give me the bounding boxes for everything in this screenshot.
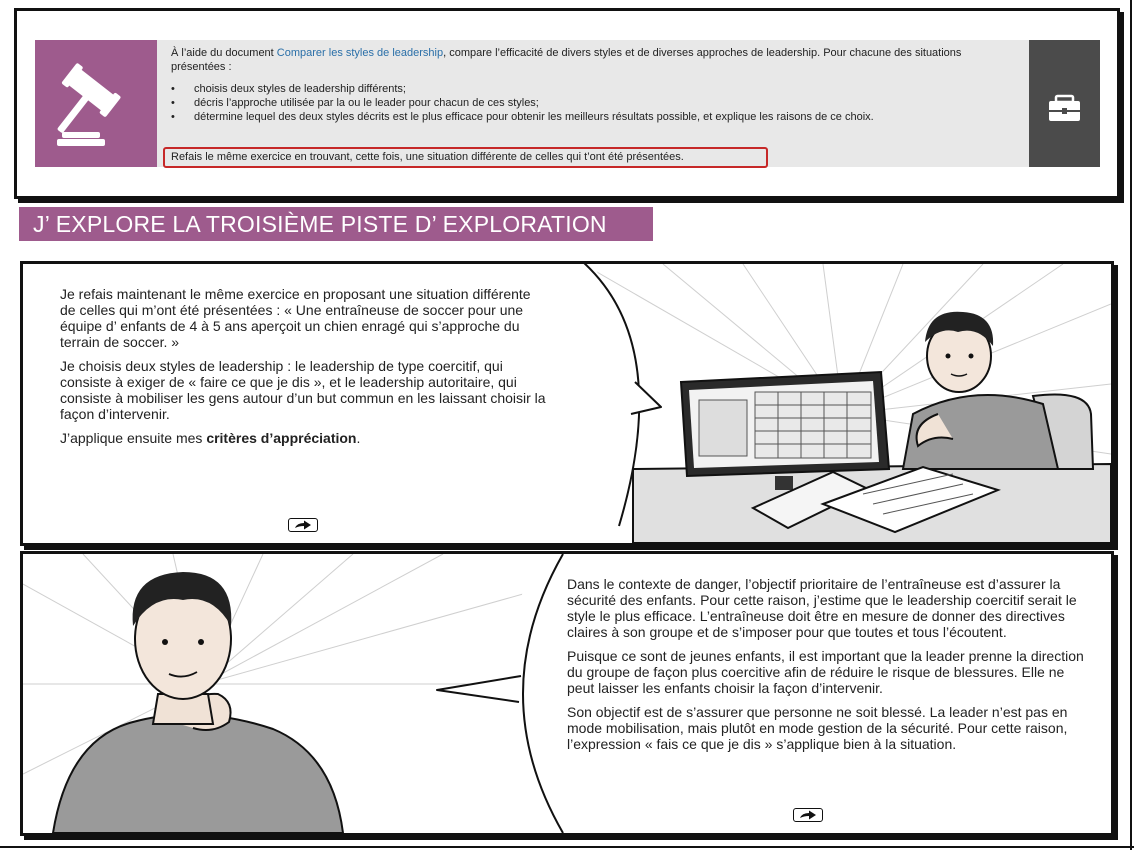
bubble-paragraph: Dans le contexte de danger, l’objectif prioritaire de l’entraîneuse est d’assurer la sécurité des enfants. Pour cette raison, j’estime que le leadership coercitif serait le style le plus efficace. L’entraîneuse doit être en mesure de donner des directives claires à son groupe et de s’imposer pour que toutes et tous l’écoutent. [567, 576, 1077, 640]
section-title: J’ EXPLORE LA TROISIÈME PISTE D’ EXPLORATION [19, 207, 653, 241]
instruction-intro [171, 46, 1016, 74]
compare-styles-link[interactable]: Comparer les styles de leadership [276, 47, 444, 59]
next-arrow-icon [293, 520, 313, 530]
instruction-bullet: • détermine lequel des deux styles décrits est le plus efficace pour obtenir les meilleurs résultats possible, et explique les raisons de ce choix. [171, 110, 1016, 124]
page-border-bottom [0, 846, 1134, 848]
bubble-paragraph [60, 430, 550, 446]
gavel-icon [35, 40, 157, 167]
intro-text-continued: , compare l’efficacité de divers styles et de diverses approches de leadership. Pour chacune des situations présentées : [171, 47, 962, 73]
next-button[interactable] [793, 808, 823, 822]
criteria-emphasis: critères d’appréciation [206, 430, 357, 446]
redo-exercise-highlight: Refais le même exercice en trouvant, cette fois, une situation différente de celles qui t’ont été présentées. [163, 147, 768, 168]
bubble-paragraph: Puisque ce sont de jeunes enfants, il est important que la leader prenne la direction du groupe de façon plus coercitive afin de réduire le risque de blessures. Elle ne peut laisser les enfants choisir la façon d’intervenir. [567, 648, 1084, 696]
briefcase-icon [1029, 40, 1100, 167]
instruction-list [171, 82, 1016, 124]
instruction-text [171, 46, 1016, 124]
bubble-text: J’applique ensuite mes [60, 430, 207, 446]
bubble-text: . [356, 430, 361, 446]
bubble-paragraph: Son objectif est de s’assurer que personne ne soit blessé. La leader n’est pas en mode mobilisation, mais plutôt en mode gestion de la sécurité. Pour cette raison, l’expression « fais ce que je dis » s’applique bien à la situation. [567, 704, 1068, 752]
panel-two-speech-bubble [567, 576, 1089, 760]
bubble-paragraph: Je refais maintenant le même exercice en proposant une situation différente de celles qui m’ont été présentées : « Une entraîneuse de soccer pour une équipe d’ enfants de 4 à 5 ans aperçoit un chien enragé qui s’approche du terrain de soccer. » [60, 286, 531, 350]
instruction-bullet: • choisis deux styles de leadership différents; [171, 82, 1016, 96]
intro-text: À l’aide du document [171, 47, 277, 59]
next-arrow-icon [798, 810, 818, 820]
gavel-tile [35, 40, 157, 167]
page-border-right [1130, 0, 1132, 850]
panel-one-speech-bubble [60, 286, 550, 454]
briefcase-tile [1029, 40, 1100, 167]
instruction-bullet: • décris l’approche utilisée par la ou le leader pour chacun de ces styles; [171, 96, 1016, 110]
next-button[interactable] [288, 518, 318, 532]
bubble-paragraph: Je choisis deux styles de leadership : le leadership de type coercitif, qui consiste à exiger de « faire ce que je dis », et le leadership autoritaire, qui consiste à mobiliser les gens autour d’un but commun en les laissant choisir la façon d’intervenir. [60, 358, 546, 422]
